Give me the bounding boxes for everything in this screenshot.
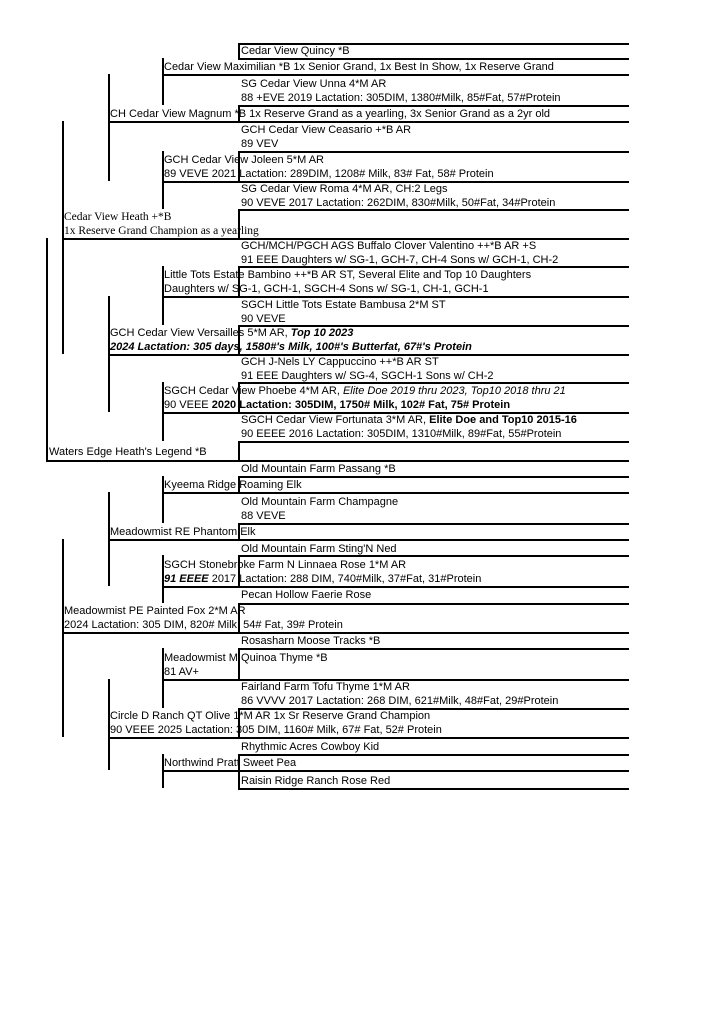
- entry-name: Old Mountain Farm Sting'N Ned: [241, 543, 397, 555]
- entry-name: Little Tots Estate Bambino ++*B AR ST, Several Elite and Top 10 Daughters: [164, 269, 532, 281]
- entry-name: [110, 326, 472, 340]
- pedigree-sdsd: [241, 298, 446, 326]
- connector: [108, 74, 110, 181]
- entry-detail: 88 VEVE: [241, 510, 286, 522]
- entry-name: GCH Cedar View Joleen 5*M AR: [164, 154, 324, 166]
- entry-name: Cedar View Quincy *B: [241, 45, 350, 57]
- pedigree-ddss: [241, 634, 380, 648]
- pedigree-ddds: [241, 740, 379, 754]
- pedigree-sire-dam: [110, 326, 472, 354]
- pedigree-ssdd: [241, 182, 555, 210]
- entry-name: [164, 384, 566, 398]
- entry-name: SG Cedar View Roma 4*M AR, CH:2 Legs: [241, 183, 448, 195]
- pedigree-sssd: [241, 77, 561, 105]
- entry-name: Meadowmist PE Painted Fox 2*M AR: [64, 605, 246, 617]
- entry-detail: 1x Reserve Grand Champion as a yearling: [64, 225, 259, 237]
- entry-detail: 90 VEVE 2017 Lactation: 262DIM, 830#Milk, 50#Fat, 34#Protein: [241, 197, 556, 209]
- pedigree-sire: [64, 210, 259, 238]
- pedigree-subject: [49, 445, 207, 459]
- entry-detail: 81 AV+: [164, 666, 199, 678]
- pedigree-dssd: [241, 495, 398, 523]
- entry-detail: 90 VEEE 2025 Lactation: 305 DIM, 1160# Milk, 67# Fat, 52# Protein: [110, 724, 442, 736]
- pedigree-dsdd: [241, 588, 371, 602]
- entry-detail: 2024 Lactation: 305 days, 1580#'s Milk, 100#'s Butterfat, 67#'s Protein: [110, 341, 472, 353]
- pedigree-dam-sire: [110, 525, 256, 539]
- pedigree-dss: [164, 478, 302, 492]
- pedigree-sdss: [241, 239, 558, 267]
- rule: [238, 523, 629, 525]
- entry-name: SGCH Stonebroke Farm N Linnaea Rose 1*M AR: [164, 559, 407, 571]
- pedigree-sss: [164, 60, 554, 74]
- entry-detail: 90 EEEE 2016 Lactation: 305DIM, 1310#Milk, 89#Fat, 55#Protein: [241, 428, 562, 440]
- pedigree-sddd: [241, 413, 577, 441]
- entry-name: Kyeema Ridge Roaming Elk: [164, 479, 302, 491]
- entry-name: GCH Cedar View Ceasario +*B AR: [241, 124, 412, 136]
- entry-name: SGCH Little Tots Estate Bambusa 2*M ST: [241, 299, 446, 311]
- entry-name: Waters Edge Heath's Legend *B: [49, 446, 207, 458]
- entry-detail-score: 90 VEEE: [164, 399, 212, 411]
- entry-name: Cedar View Maximilian *B 1x Senior Grand, 1x Best In Show, 1x Reserve Grand: [164, 61, 554, 73]
- entry-name: Circle D Ranch QT Olive 1*M AR 1x Sr Reserve Grand Champion: [110, 710, 431, 722]
- connector: [238, 441, 240, 460]
- entry-name: Old Mountain Farm Passang *B: [241, 463, 396, 475]
- entry-name: Fairland Farm Tofu Thyme 1*M AR: [241, 681, 410, 693]
- entry-name: Raisin Ridge Ranch Rose Red: [241, 775, 391, 787]
- rule: [162, 586, 629, 588]
- pedigree-sdd: [164, 384, 566, 412]
- pedigree-dsd: [164, 558, 481, 586]
- rule: [108, 539, 629, 541]
- entry-detail: 91 EEE Daughters w/ SG-1, GCH-7, CH-4 Sons w/ GCH-1, CH-2: [241, 254, 559, 266]
- pedigree-sdds: [241, 355, 493, 383]
- pedigree-ddsd: [241, 680, 558, 708]
- entry-detail: 90 VEVE: [241, 313, 286, 325]
- pedigree-dam-dam: [110, 709, 442, 737]
- connector: [108, 492, 110, 586]
- entry-name: SG Cedar View Unna 4*M AR: [241, 78, 387, 90]
- entry-detail: 89 VEVE 2021 Lactation: 289DIM, 1208# Milk, 83# Fat, 58# Protein: [164, 168, 494, 180]
- entry-detail-score: 91 EEEE: [164, 573, 209, 585]
- connector: [108, 296, 110, 412]
- entry-name-text: SGCH Cedar View Fortunata 3*M AR,: [241, 414, 430, 426]
- entry-detail-lactation: 2020 Lactation: 305DIM, 1750# Milk, 102# Fat, 75# Protein: [211, 399, 511, 411]
- pedigree-dds: [164, 651, 328, 679]
- entry-name: GCH J-Nels LY Cappuccino ++*B AR ST: [241, 356, 439, 368]
- entry-name: Meadowmist M Quinoa Thyme *B: [164, 652, 328, 664]
- entry-name: Pecan Hollow Faerie Rose: [241, 589, 372, 601]
- entry-detail: 86 VVVV 2017 Lactation: 268 DIM, 621#Milk, 48#Fat, 29#Protein: [241, 695, 559, 707]
- entry-name-award: Elite Doe and Top10 2015-16: [429, 414, 577, 426]
- rule: [162, 74, 629, 76]
- pedigree-sire-sire: [110, 107, 550, 121]
- entry-name-award: Elite Doe 2019 thru 2023, Top10 2018 thru 21: [342, 385, 566, 397]
- entry-name: Rosasharn Moose Tracks *B: [241, 635, 381, 647]
- entry-detail-lactation: 2017 Lactation: 288 DIM, 740#Milk, 37#Fat, 31#Protein: [208, 573, 482, 585]
- entry-name-text: GCH Cedar View Versailles 5*M AR,: [110, 327, 291, 339]
- entry-name: Cedar View Heath +*B: [64, 211, 172, 223]
- pedigree-ssss: [241, 44, 350, 58]
- pedigree-dsds: [241, 542, 397, 556]
- entry-name-award: Top 10 2023: [290, 327, 354, 339]
- entry-detail: [164, 398, 566, 412]
- rule: [238, 441, 629, 443]
- pedigree-ssds: [241, 123, 411, 151]
- entry-detail: [164, 572, 481, 586]
- rule: [162, 492, 629, 494]
- connector: [238, 43, 240, 58]
- connector: [238, 770, 240, 788]
- entry-detail: 89 VEV: [241, 138, 279, 150]
- entry-name: Northwind Pratt Sweet Pea: [164, 757, 297, 769]
- connector: [46, 238, 48, 462]
- connector: [62, 539, 64, 737]
- entry-detail: 88 +EVE 2019 Lactation: 305DIM, 1380#Milk, 85#Fat, 57#Protein: [241, 92, 561, 104]
- rule: [238, 648, 629, 650]
- pedigree-dddd: [241, 774, 390, 788]
- entry-name: Rhythmic Acres Cowboy Kid: [241, 741, 380, 753]
- entry-detail: 91 EEE Daughters w/ SG-4, SGCH-1 Sons w/ CH-2: [241, 370, 494, 382]
- entry-detail: Daughters w/ SG-1, GCH-1, SGCH-4 Sons w/ SG-1, CH-1, GCH-1: [164, 283, 489, 295]
- entry-name: [241, 413, 577, 427]
- entry-name: GCH/MCH/PGCH AGS Buffalo Clover Valentino ++*B AR +S: [241, 240, 537, 252]
- rule: [108, 737, 629, 739]
- entry-detail: 2024 Lactation: 305 DIM, 820# Milk, 54# Fat, 39# Protein: [64, 619, 343, 631]
- pedigree-ddd: [164, 756, 296, 770]
- rule: [238, 788, 629, 790]
- rule: [162, 770, 629, 772]
- entry-name: CH Cedar View Magnum *B 1x Reserve Grand as a yearling, 3x Senior Grand as a 2yr old: [110, 108, 551, 120]
- entry-name: Meadowmist RE Phantom Elk: [110, 526, 256, 538]
- entry-name-text: SGCH Cedar View Phoebe 4*M AR,: [164, 385, 343, 397]
- rule: [238, 754, 629, 756]
- pedigree-dam: [64, 604, 343, 632]
- pedigree-sds: [164, 268, 531, 296]
- pedigree-ssd: [164, 153, 494, 181]
- entry-name: Old Mountain Farm Champagne: [241, 496, 399, 508]
- pedigree-dsss: [241, 462, 396, 476]
